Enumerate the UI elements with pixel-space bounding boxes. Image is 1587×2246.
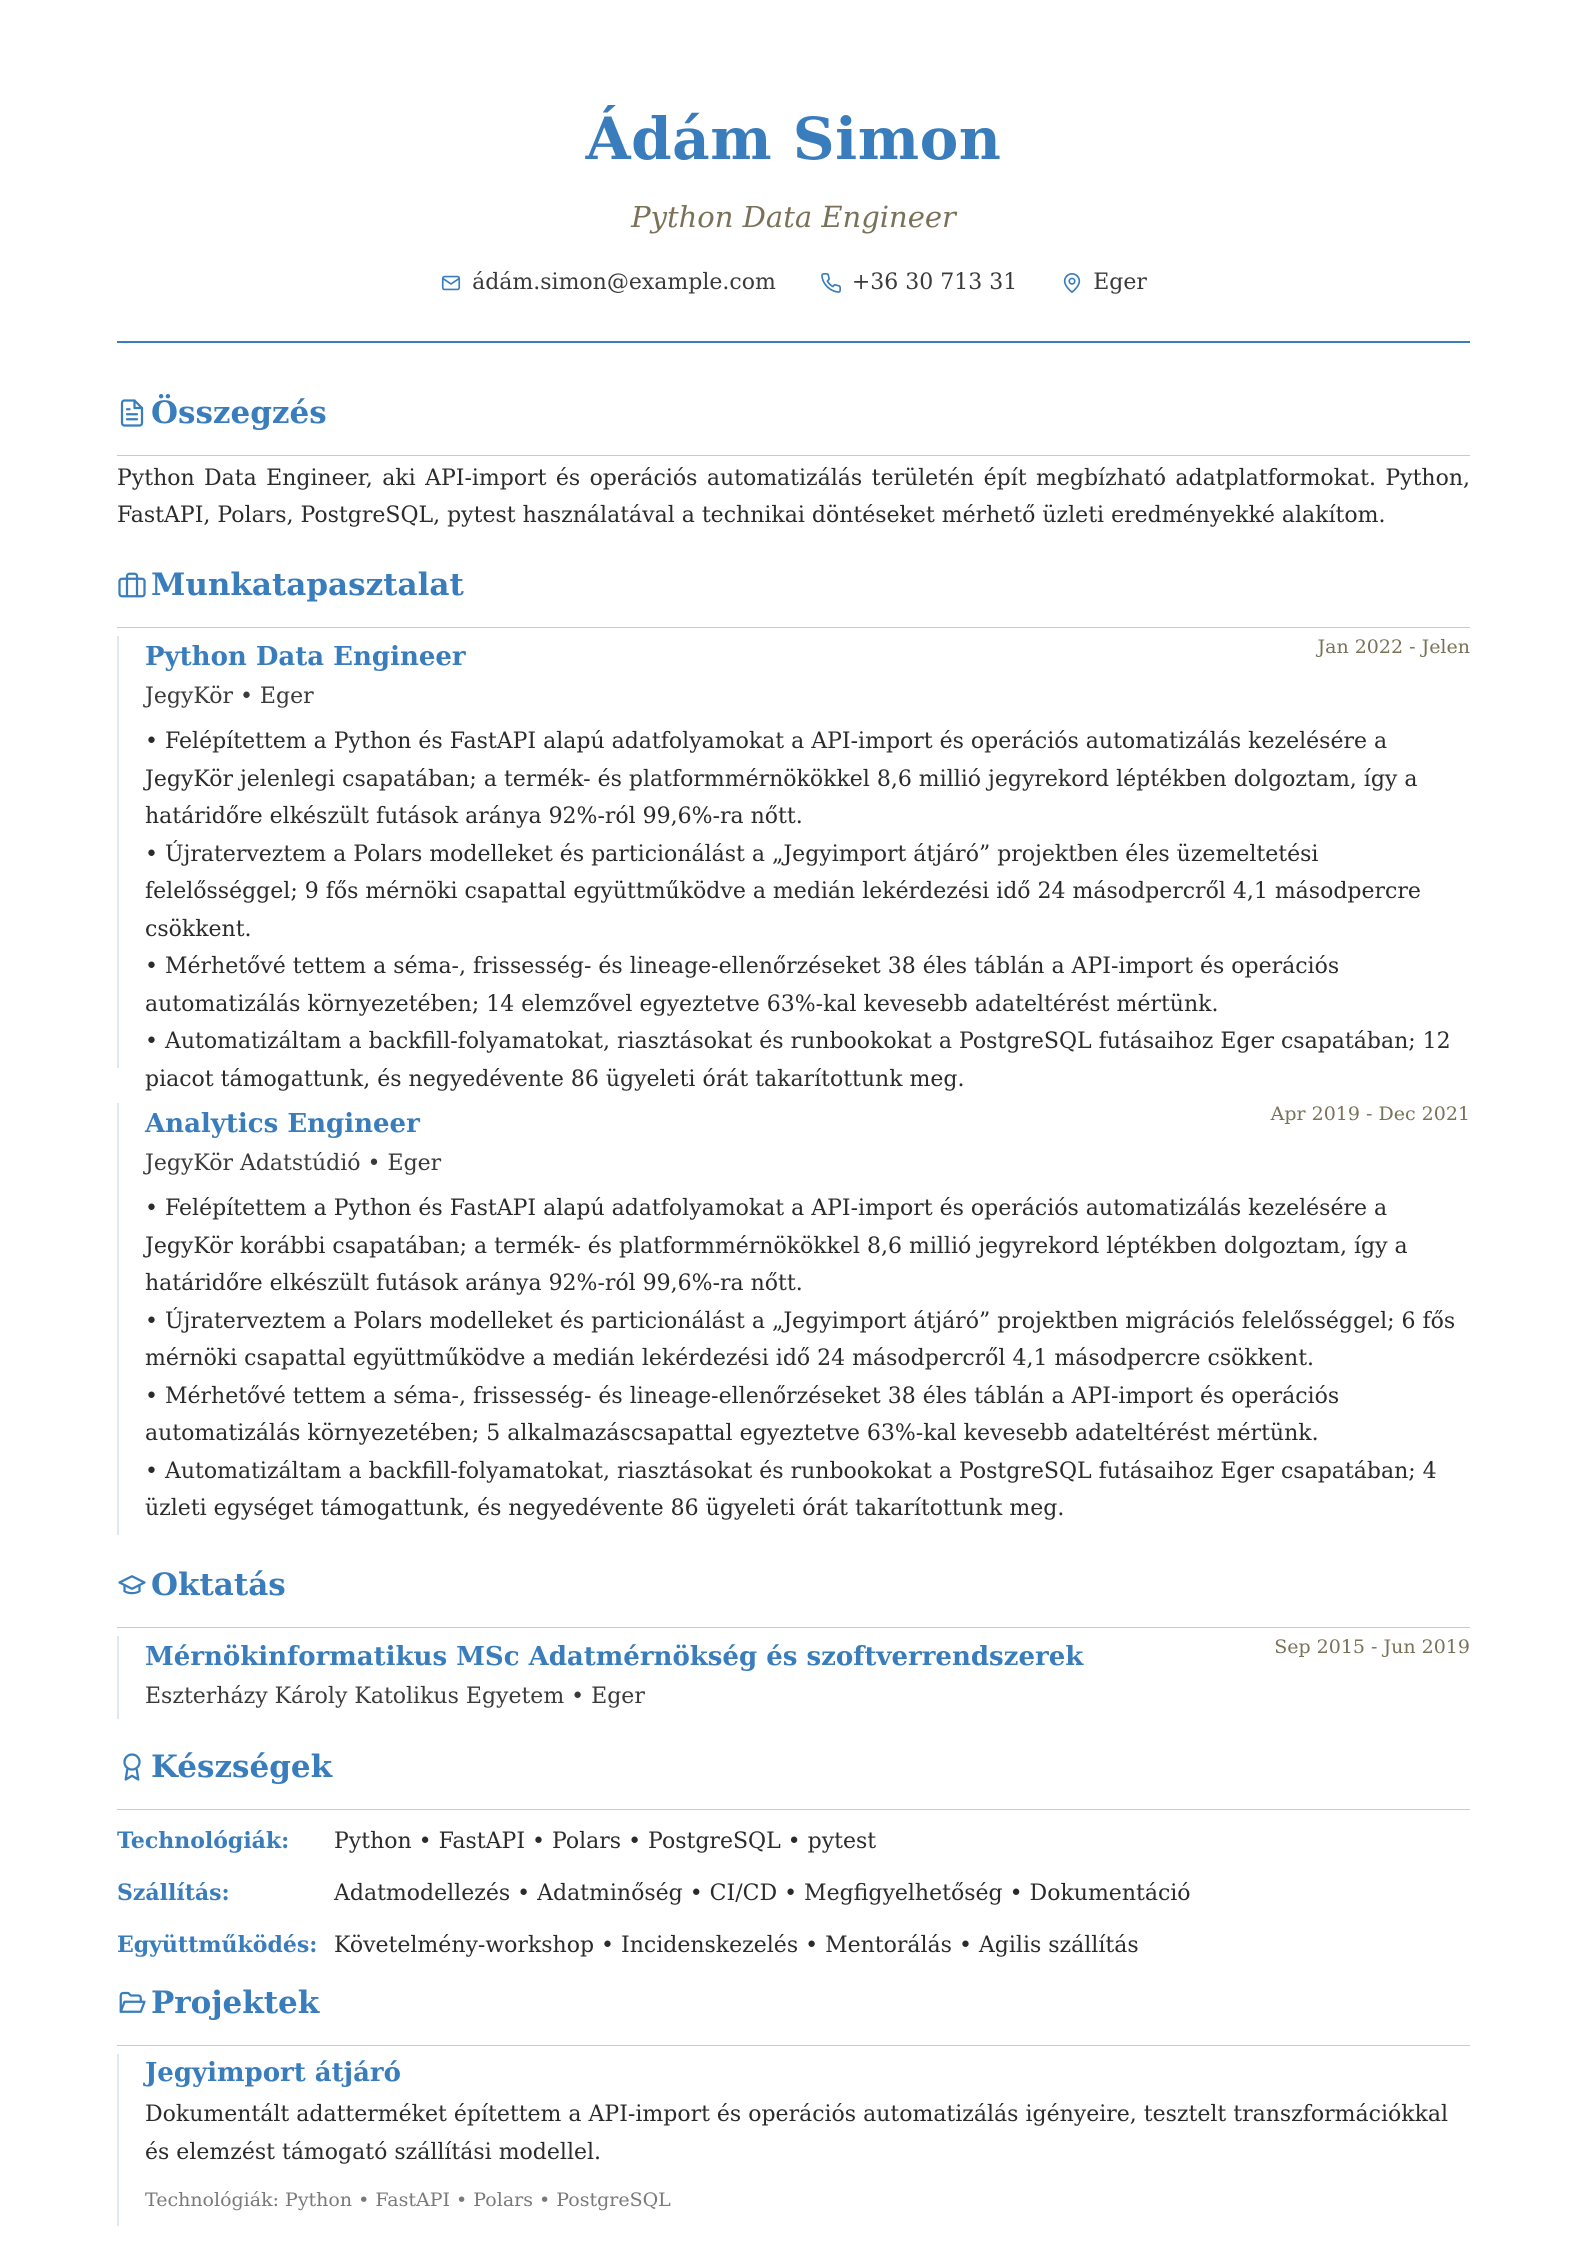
phone-icon <box>820 272 842 294</box>
job-company: JegyKör Adatstúdió • Eger <box>145 1151 442 1176</box>
skill-label: Szállítás: <box>117 1880 230 1906</box>
skill-label: Technológiák: <box>117 1828 290 1854</box>
job-title: Python Data Engineer <box>145 642 466 672</box>
section-skills-rule <box>117 1809 1470 1810</box>
graduation-cap-icon <box>117 1570 147 1600</box>
education-date: Sep 2015 - Jun 2019 <box>1274 1636 1470 1658</box>
section-projects-heading: Projektek <box>117 1985 1470 2021</box>
contact-email[interactable] <box>440 270 776 295</box>
project-title: Jegyimport átjáró <box>145 2058 401 2088</box>
job-title: Analytics Engineer <box>145 1109 420 1139</box>
briefcase-icon <box>117 570 147 600</box>
job-date: Apr 2019 - Dec 2021 <box>1270 1103 1470 1125</box>
job-bullet: • Újraterveztem a Polars modelleket és particionálást a „Jegyimport átjáró” projektben migrációs felelősséggel; 6 fős mérnöki csapattal együttműködve a medián lekérdezési idő 24 másodpercről 4,1 másodpercre csökkent. <box>145 1308 1456 1371</box>
job-date: Jan 2022 - Jelen <box>1317 636 1470 658</box>
award-icon <box>117 1752 147 1782</box>
skill-row <box>117 1919 1470 1971</box>
contact-phone[interactable] <box>820 270 1017 295</box>
job-entry <box>117 1103 1470 1535</box>
section-education-rule <box>117 1627 1470 1628</box>
section-experience-rule <box>117 627 1470 628</box>
job-bullets <box>145 723 1470 1098</box>
project-technologies: Technológiák: Python • FastAPI • Polars • PostgreSQL <box>145 2189 671 2211</box>
email-text: ádám.simon@example.com <box>472 270 776 295</box>
summary-text: Python Data Engineer, aki API-import és operációs automatizálás területén épít megbízható adatplatformokat. Python, FastAPI, Polars, PostgreSQL, pytest használatával a technikai döntéseket mérhető üzleti eredményekké alakítom. <box>117 466 1470 528</box>
candidate-name: Ádám Simon <box>585 105 1002 173</box>
skill-label: Együttműködés: <box>117 1932 318 1958</box>
job-bullet: • Mérhetővé tettem a séma-, frissesség- és lineage-ellenőrzéseket 38 éles táblán a API-import és operációs automatizálás környezetében; 5 alkalmazáscsapattal egyeztetve 63%-kal kevesebb adateltérést mértünk. <box>145 1383 1340 1446</box>
section-education-heading: Oktatás <box>117 1567 1470 1603</box>
job-bullet: • Automatizáltam a backfill-folyamatokat, riasztásokat és runbookokat a PostgreSQL futásaihoz Eger csapatában; 4 üzleti egységet támogattunk, és negyedévente 86 ügyeleti órát takarítottunk meg. <box>145 1458 1437 1521</box>
job-bullet: • Felépítettem a Python és FastAPI alapú adatfolyamokat a API-import és operációs automatizálás kezelésére a JegyKör korábbi csapatában; a termék- és platformmérnökökkel 8,6 millió jegyrekord léptékben dolgoztam, így a határidőre elkészült futások aránya 92%-ról 99,6%-ra nőtt. <box>145 1196 1408 1296</box>
mail-icon <box>440 272 462 294</box>
location-text: Eger <box>1093 270 1147 295</box>
contact-location <box>1061 270 1147 295</box>
skills-table <box>117 1815 1470 1971</box>
section-summary-rule <box>117 455 1470 456</box>
phone-text: +36 30 713 31 <box>851 270 1018 295</box>
document-icon <box>117 398 147 428</box>
section-experience-heading: Munkatapasztalat <box>117 567 1470 603</box>
folder-open-icon <box>117 1988 147 2018</box>
skill-value: Követelmény-workshop • Incidenskezelés • Mentorálás • Agilis szállítás <box>334 1932 1139 1958</box>
skill-value: Python • FastAPI • Polars • PostgreSQL • pytest <box>334 1828 877 1854</box>
job-bullets <box>145 1190 1470 1528</box>
location-pin-icon <box>1061 272 1083 294</box>
job-bullet: • Mérhetővé tettem a séma-, frissesség- és lineage-ellenőrzéseket 38 éles táblán a API-import és operációs automatizálás környezetében; 14 elemzővel egyeztetve 63%-kal kevesebb adateltérést mértünk. <box>145 954 1340 1017</box>
section-summary-heading: Összegzés <box>117 395 1470 431</box>
section-projects-rule <box>117 2045 1470 2046</box>
candidate-role: Python Data Engineer <box>631 200 956 234</box>
education-degree: Mérnökinformatikus MSc Adatmérnökség és szoftverrendszerek <box>145 1642 1084 1672</box>
project-description: Dokumentált adatterméket építettem a API-import és operációs automatizálás igényeire, tesztelt transzformációkkal és elemzést támogató szállítási modellel. <box>145 2102 1449 2165</box>
project-entry <box>117 2054 1470 2226</box>
skill-row <box>117 1815 1470 1867</box>
job-bullet: • Automatizáltam a backfill-folyamatokat, riasztásokat és runbookokat a PostgreSQL futásaihoz Eger csapatában; 12 piacot támogattunk, és negyedévente 86 ügyeleti órát takarítottunk meg. <box>145 1029 1451 1092</box>
header-divider <box>117 341 1470 343</box>
contact-bar <box>0 270 1587 295</box>
job-company: JegyKör • Eger <box>145 684 314 709</box>
skill-row <box>117 1867 1470 1919</box>
job-bullet: • Újraterveztem a Polars modelleket és particionálást a „Jegyimport átjáró” projektben éles üzemeltetési felelősséggel; 9 fős mérnöki csapattal együttműködve a medián lekérdezési idő 24 másodpercről 4,1 másodpercre csökkent. <box>145 841 1421 942</box>
job-bullet: • Felépítettem a Python és FastAPI alapú adatfolyamokat a API-import és operációs automatizálás kezelésére a JegyKör jelenlegi csapatában; a termék- és platformmérnökökkel 8,6 millió jegyrekord léptékben dolgoztam, így a határidőre elkészült futások aránya 92%-ról 99,6%-ra nőtt. <box>145 729 1418 829</box>
skill-value: Adatmodellezés • Adatminőség • CI/CD • Megfigyelhetőség • Dokumentáció <box>334 1880 1191 1906</box>
job-entry <box>117 636 1470 1092</box>
section-skills-heading: Készségek <box>117 1749 1470 1785</box>
education-entry <box>117 1636 1470 1719</box>
education-school: Eszterházy Károly Katolikus Egyetem • Eger <box>145 1684 645 1709</box>
